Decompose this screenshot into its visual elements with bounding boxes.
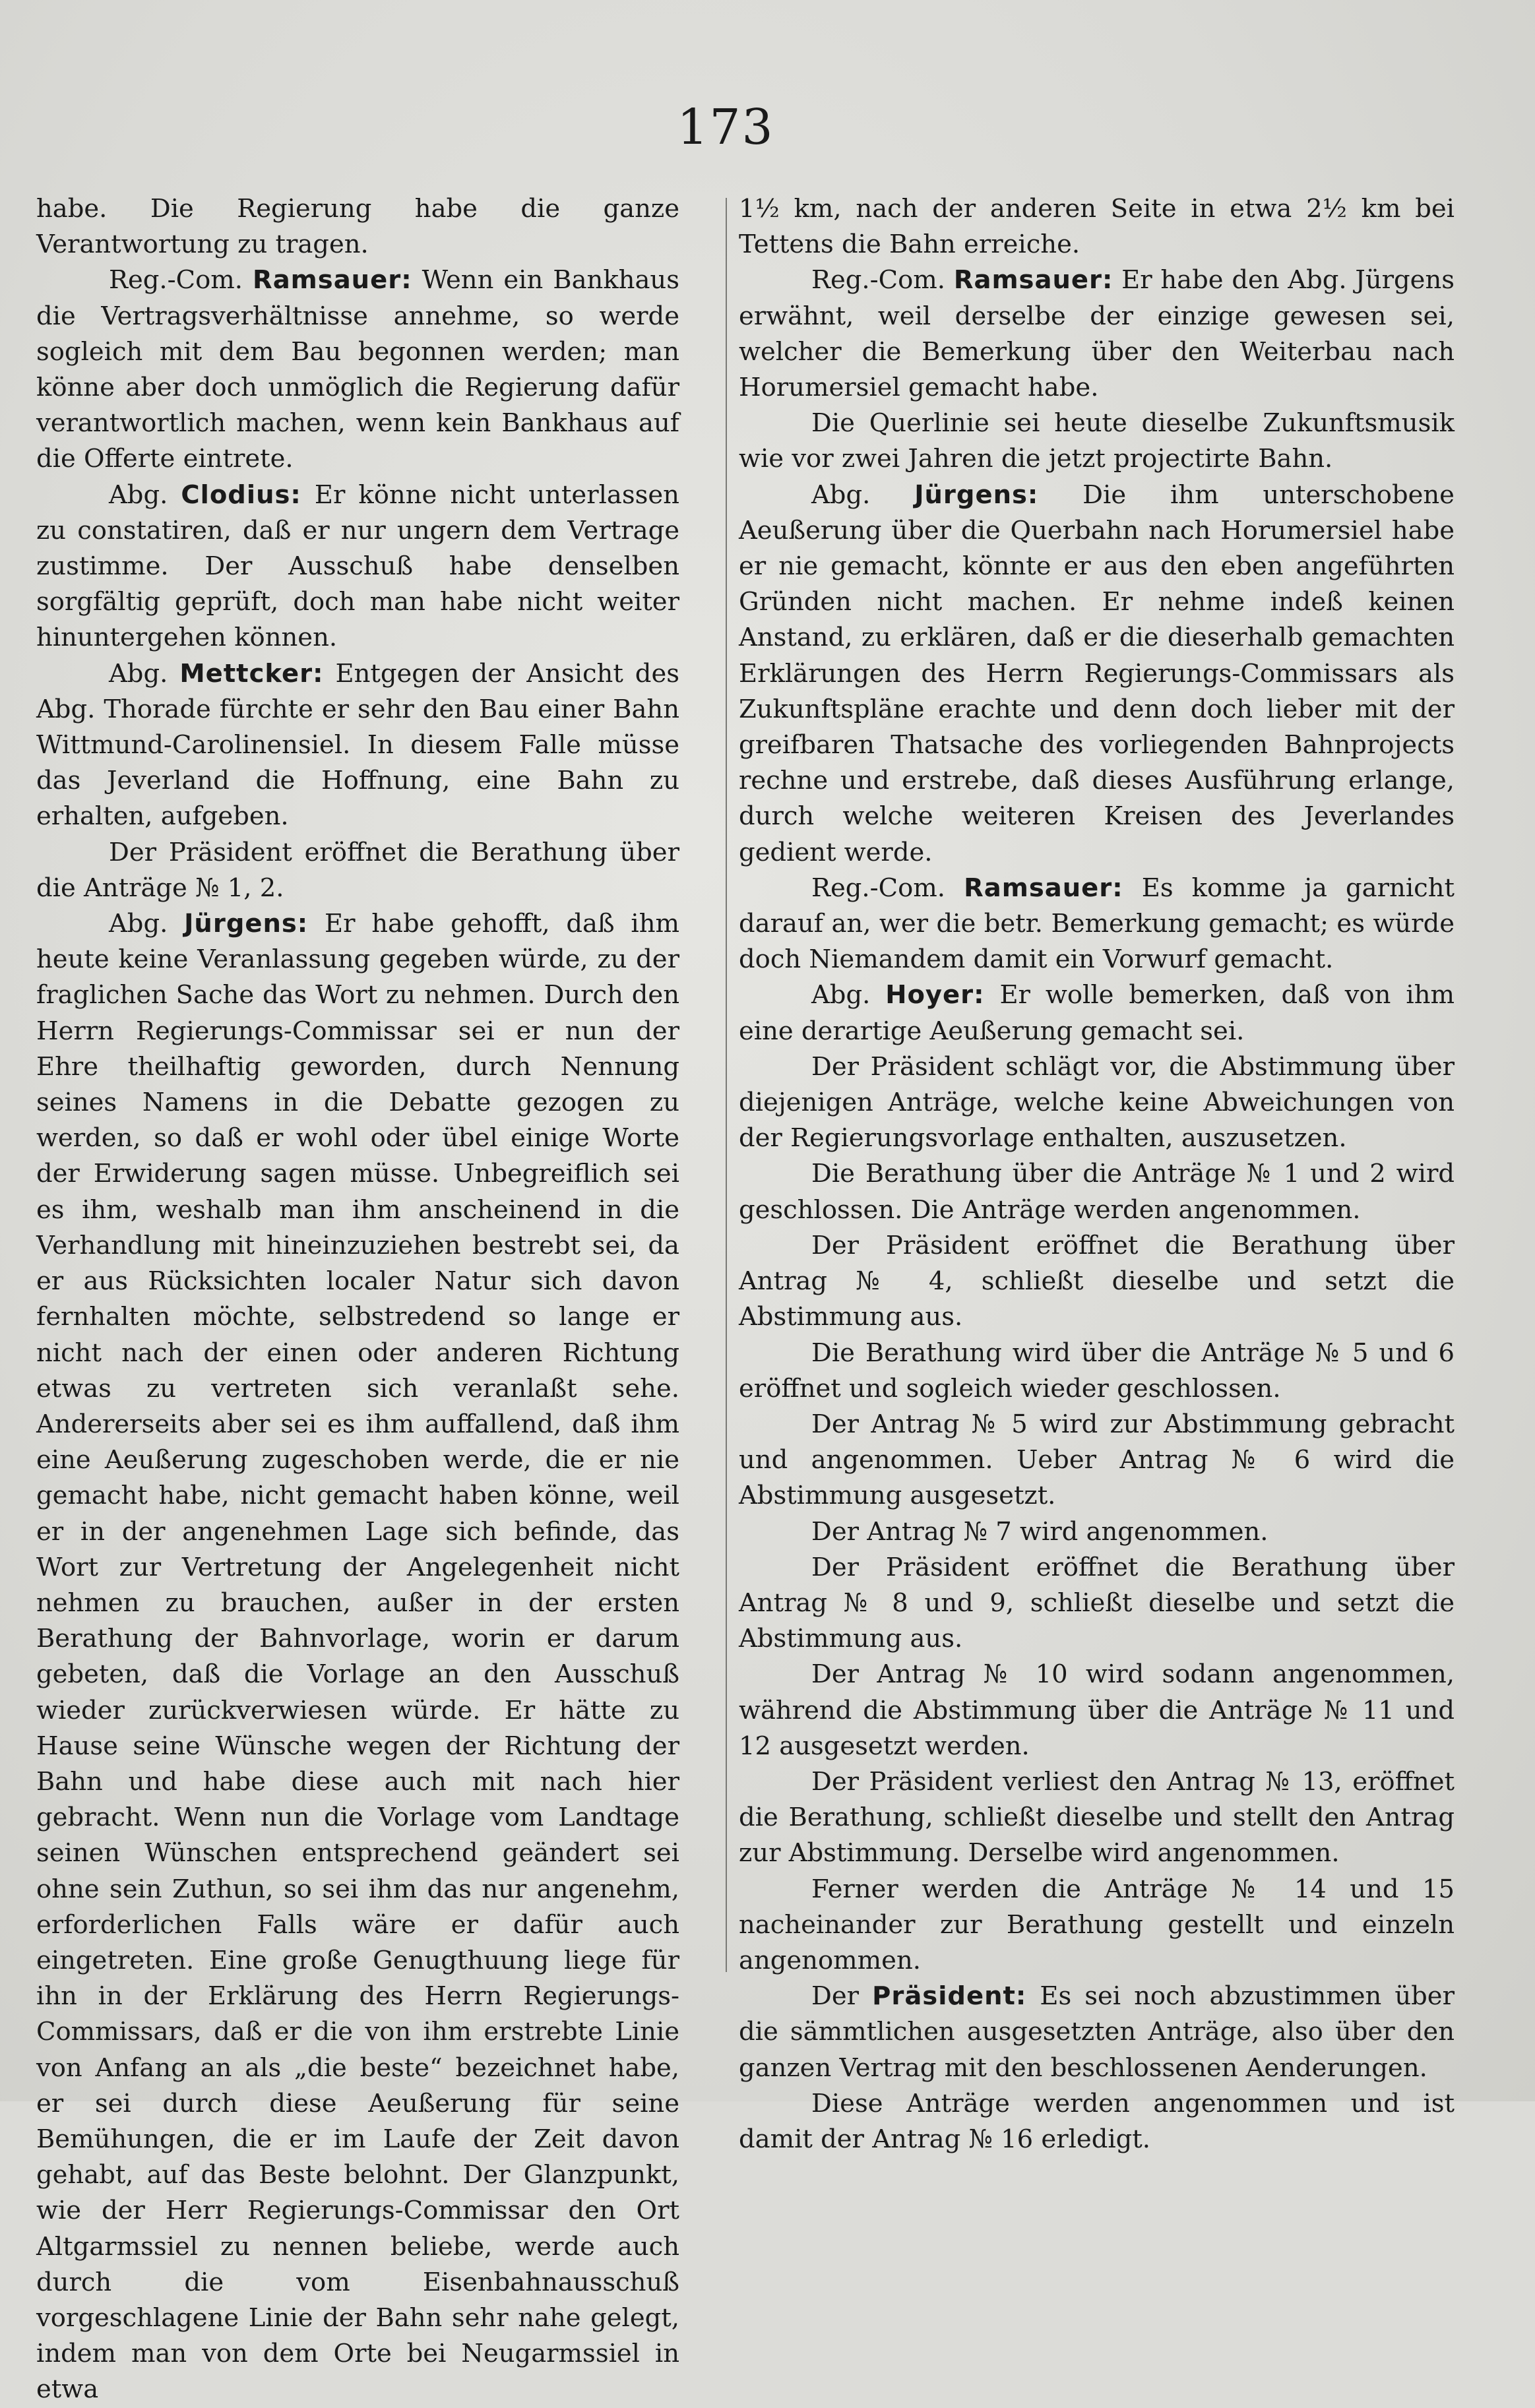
paragraph: [739, 1228, 1455, 1336]
paragraph: [739, 977, 1455, 1049]
page-number: 173: [677, 99, 774, 156]
right-text-column: [739, 191, 1455, 2157]
paragraph-text: Er habe gehofft, daß ihm heute keine Veranlassung gegeben würde, zu der fraglichen Sache das Wort zu nehmen. Durch den Herrn Regierungs-Commissar sei er nun der Ehre theilhaftig geworden, durch Nennung seines Namens in die Debatte gezogen zu werden, so daß er wohl oder übel einige Worte der Erwiderung sagen müsse. Unbegreiflich sei es ihm, weshalb man ihm anscheinend in die Verhandlung mit hineinzuziehen bestrebt sei, da er aus Rücksichten localer Natur sich davon fernhalten möchte, selbstredend so lange er nicht nach der einen oder anderen Richtung etwas zu vertreten sich veranlaßt sehe. Andererseits aber sei es ihm auffallend, daß ihm eine Aeußerung zugeschoben werde, die er nie gemacht habe, nicht gemacht haben könne, weil er in der angenehmen Lage sich befinde, das Wort zur Vertretung der Angelegenheit nicht nehmen zu brauchen, außer in der ersten Berathung der Bahnvorlage, worin er darum gebeten, daß die Vorlage an den Ausschuß wieder zurückverwiesen würde. Er hätte zu Hause seine Wünsche wegen der Richtung der Bahn und habe diese auch mit nach hier gebracht. Wenn nun die Vorlage vom Landtage seinen Wünschen entsprechend geändert sei ohne sein Zuthun, so sei ihm das nur angenehm, erforderlichen Falls wäre er dafür auch eingetreten. Eine große Genugthuung liege für ihn in der Erklärung des Herrn Regierungs-Commissars, daß er die von ihm erstrebte Linie von Anfang an als „die beste“ bezeichnet habe, er sei durch diese Aeußerung für seine Bemühungen, die er im Laufe der Zeit davon gehabt, auf das Beste belohnt. Der Glanzpunkt, wie der Herr Regierungs-Commissar den Ort Altgarmssiel zu nennen beliebe, werde auch durch die vom Eisenbahnausschuß vorgeschlagene Linie der Bahn sehr nahe gelegt, indem man von dem Orte bei Neugarmssiel in etwa: [36, 909, 679, 2405]
speaker-prefix: Abg.: [109, 479, 168, 510]
paragraph-text: habe. Die Regierung habe die ganze Verantwortung zu tragen.: [36, 194, 679, 260]
paragraph-text: Der Antrag № 5 wird zur Abstimmung gebracht und angenommen. Ueber Antrag № 6 wird die Abstimmung ausgesetzt.: [739, 1409, 1455, 1511]
paragraph-text: Der Antrag № 7 wird angenommen.: [811, 1516, 1269, 1547]
paragraph: [739, 1049, 1455, 1157]
speaker-name: Clodius:: [181, 479, 301, 510]
speaker-name: Jürgens:: [184, 909, 309, 939]
paragraph-text: Entgegen der Ansicht des Abg. Thorade fürchte er sehr den Bau einer Bahn Wittmund-Carolinensiel. In diesem Falle müsse das Jeverland die Hoffnung, eine Bahn zu erhalten, aufgeben.: [36, 658, 679, 832]
paragraph-text: Er habe den Abg. Jürgens erwähnt, weil derselbe der einzige gewesen sei, welcher die Bemerkung über den Weiterbau nach Horumersiel gemacht habe.: [739, 265, 1455, 403]
paragraph-text: Ferner werden die Anträge № 14 und 15 nacheinander zur Berathung gestellt und einzeln angenommen.: [739, 1874, 1455, 1975]
column-divider: [726, 198, 727, 1972]
speaker-prefix: Abg.: [109, 658, 168, 689]
paragraph: [739, 191, 1455, 262]
paragraph-text: Die Berathung über die Anträge № 1 und 2 wird geschlossen. Die Anträge werden angenommen.: [739, 1159, 1455, 1225]
speaker-name: Präsident:: [872, 1981, 1027, 2012]
paragraph-text: Der Präsident eröffnet die Berathung über die Anträge № 1, 2.: [36, 837, 679, 903]
paragraph-text: Die Querlinie sei heute dieselbe Zukunftsmusik wie vor zwei Jahren die jetzt projectirte Bahn.: [739, 408, 1455, 474]
speaker-name: Ramsauer:: [964, 873, 1123, 903]
paragraph-text: Der Präsident verliest den Antrag № 13, eröffnet die Berathung, schließt dieselbe und stellt den Antrag zur Abstimmung. Derselbe wird angenommen.: [739, 1766, 1455, 1868]
paragraph-text: Der Präsident eröffnet die Berathung über Antrag № 8 und 9, schließt dieselbe und setzt die Abstimmung aus.: [739, 1552, 1455, 1654]
speaker-name: Hoyer:: [885, 980, 985, 1010]
paragraph: [36, 191, 679, 262]
paragraph: [739, 1657, 1455, 1764]
paragraph: [36, 478, 679, 656]
paragraph-text: Die Berathung wird über die Anträge № 5 und 6 eröffnet und sogleich wieder geschlossen.: [739, 1338, 1455, 1404]
paragraph-text: Diese Anträge werden angenommen und ist damit der Antrag № 16 erledigt.: [739, 2088, 1455, 2154]
speaker-prefix: Abg.: [109, 909, 168, 939]
paragraph: [739, 406, 1455, 477]
paragraph: [36, 835, 679, 906]
paragraph: [739, 1336, 1455, 1407]
paragraph: [739, 2086, 1455, 2157]
speaker-prefix: Abg.: [811, 479, 871, 510]
speaker-prefix: Reg.-Com.: [811, 265, 946, 295]
paragraph: [739, 262, 1455, 406]
speaker-name: Ramsauer:: [253, 265, 412, 295]
paragraph-text: Wenn ein Bankhaus die Vertragsverhältnisse annehme, so werde sogleich mit dem Bau begonnen werden; man könne aber doch unmöglich die Regierung dafür verantwortlich machen, wenn kein Bankhaus auf die Offerte eintrete.: [36, 265, 679, 474]
speaker-prefix: Reg.-Com.: [811, 873, 946, 903]
paragraph-text: Es sei noch abzustimmen über die sämmtlichen ausgesetzten Anträge, also über den ganzen Vertrag mit den beschlossenen Aenderungen.: [739, 1981, 1455, 2083]
speaker-prefix: Der: [811, 1981, 860, 2012]
paragraph-text: 1½ km, nach der anderen Seite in etwa 2½ km bei Tettens die Bahn erreiche.: [739, 194, 1455, 260]
speaker-prefix: Abg.: [811, 980, 871, 1010]
paragraph-text: Der Präsident schlägt vor, die Abstimmung über diejenigen Anträge, welche keine Abweichungen von der Regierungsvorlage enthalten, auszusetzen.: [739, 1051, 1455, 1154]
paragraph-text: Der Antrag № 10 wird sodann angenommen, während die Abstimmung über die Anträge № 11 und 12 ausgesetzt werden.: [739, 1659, 1455, 1761]
speaker-name: Mettcker:: [179, 658, 324, 689]
paragraph: [739, 1407, 1455, 1514]
paragraph-text: Er könne nicht unterlassen zu constatiren, daß er nur ungern dem Vertrage zustimme. Der Ausschuß habe denselben sorgfältig geprüft, doch man habe nicht weiter hinuntergehen können.: [36, 479, 679, 653]
paragraph: [739, 1550, 1455, 1657]
paragraph-text: Der Präsident eröffnet die Berathung über Antrag № 4, schließt dieselbe und setzt die Abstimmung aus.: [739, 1230, 1455, 1332]
left-text-column: [36, 191, 679, 2408]
paragraph: [739, 871, 1455, 978]
paragraph: [36, 262, 679, 477]
speaker-prefix: Reg.-Com.: [109, 265, 243, 295]
paragraph: [739, 478, 1455, 871]
paragraph: [739, 1872, 1455, 1979]
paragraph: [739, 1979, 1455, 2086]
speaker-name: Ramsauer:: [953, 265, 1113, 295]
speaker-name: Jürgens:: [914, 479, 1039, 510]
paragraph-text: Es komme ja garnicht darauf an, wer die betr. Bemerkung gemacht; es würde doch Niemandem damit ein Vorwurf gemacht.: [739, 873, 1455, 975]
paragraph: [36, 656, 679, 835]
paragraph-text: Die ihm unterschobene Aeußerung über die Querbahn nach Horumersiel habe er nie gemacht, könnte er aus den eben angeführten Gründen nicht machen. Er nehme indeß keinen Anstand, zu erklären, daß er die dieserhalb gemachten Erklärungen des Herrn Regierungs-Commissars als Zukunftspläne erachte und denn doch lieber mit der greifbaren Thatsache des vorliegenden Bahnprojects rechne und erstrebe, daß dieses Ausführung erlange, durch welche weiteren Kreisen des Jeverlandes gedient werde.: [739, 479, 1455, 867]
paragraph: [739, 1764, 1455, 1872]
paragraph: [739, 1156, 1455, 1227]
paragraph: [739, 1514, 1455, 1550]
paragraph: [36, 906, 679, 2408]
paragraph-text: Er wolle bemerken, daß von ihm eine derartige Aeußerung gemacht sei.: [739, 980, 1455, 1046]
